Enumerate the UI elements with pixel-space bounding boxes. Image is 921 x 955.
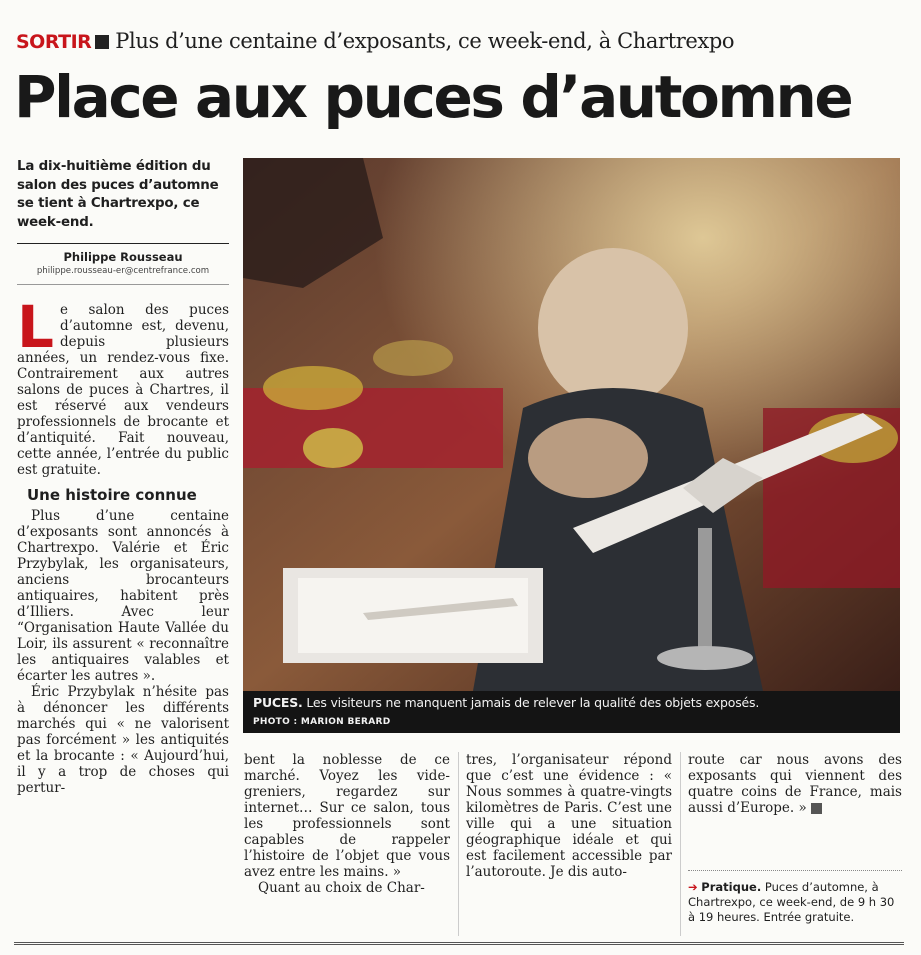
- paragraph: Plus d’une centaine d’exposants sont annoncés à Chartrexpo. Valérie et Éric Przybylak, les organisateurs, anciens brocanteurs antiquaires, habitent près d’Illiers. Avec leur “Organisation Haute Vallée du Loir, ils assurent « reconnaître les antiquaires valables et écarter les autres ».: [17, 508, 229, 684]
- info-divider: [688, 870, 902, 871]
- photo-caption: [243, 691, 900, 733]
- article-photo: [243, 158, 900, 691]
- info-label: Pratique.: [701, 880, 762, 894]
- paragraph: Éric Przybylak n’hésite pas à dénoncer les différents marchés qui « ne valorisent pas forcément » les antiquités et la brocante : « Aujourd’hui, il y a trop de choses qui pertur-: [17, 684, 229, 796]
- subheading: Une histoire connue: [27, 486, 197, 504]
- standfirst: La dix-huitième édition du salon des puces d’automne se tient à Chartrexpo, ce week-end.: [17, 159, 219, 230]
- byline-divider: [17, 243, 229, 244]
- caption-line: [253, 695, 890, 710]
- practical-info: [688, 880, 902, 925]
- author-email[interactable]: philippe.rousseau-er@centrefrance.com: [36, 266, 210, 276]
- paragraph-end: [688, 752, 902, 816]
- paragraph: Quant au choix de Char-: [258, 880, 425, 896]
- paragraph-lead-text: e salon des puces d’automne est, devenu, depuis plusieurs années, un rendez-vous fixe. Contrairement aux autres salons de puces à Chartres, il est réservé aux vendeurs professionnels de brocante et d’antiquité. Fait nouveau, cette année, l’entrée du public est gratuite.: [17, 302, 229, 478]
- caption-text: Les visiteurs ne manquent jamais de relever la qualité des objets exposés.: [306, 695, 760, 710]
- paragraph: tres, l’organisateur répond que c’est une évidence : « Nous sommes à quatre-vingts kilomètres de Paris. C’est une ville qui a une situation géographique idéale et qui est facilement accessible par l’autoroute. Je dis auto-: [466, 752, 672, 880]
- square-bullet-icon: [95, 35, 109, 49]
- column-divider: [458, 752, 459, 936]
- arrow-right-icon: ➔: [688, 880, 698, 894]
- info-text: Puces d’automne, à Chartrexpo, ce week-end, de 9 h 30 à 19 heures. Entrée gratuite.: [688, 880, 895, 924]
- headline: Place aux puces d’automne: [14, 63, 852, 131]
- photo-credit: PHOTO : MARION BERARD: [253, 717, 391, 727]
- paragraph-end-text: route car nous avons des exposants qui viennent des quatre coins de France, mais aussi d’Europe. »: [688, 752, 902, 816]
- kicker-text: Plus d’une centaine d’exposants, ce week-end, à Chartrexpo: [115, 29, 735, 53]
- column-divider: [680, 752, 681, 936]
- article-column-1: [17, 293, 229, 796]
- author-name: Philippe Rousseau: [63, 250, 183, 264]
- caption-label: PUCES.: [253, 695, 303, 710]
- kicker: [16, 28, 734, 54]
- article-column-3: [466, 752, 672, 880]
- article-column-2: [244, 752, 450, 896]
- paragraph-lead: [17, 293, 229, 478]
- end-mark-icon: [811, 803, 822, 814]
- paragraph: bent la noblesse de ce marché. Voyez les vide-greniers, regardez sur internet… Sur ce salon, tous les professionnels sont capables de rappeler l’histoire de l’objet que vous avez entre les mains. »: [244, 752, 450, 880]
- drop-cap: L: [17, 293, 54, 361]
- article-column-4: [688, 752, 902, 816]
- photo-illustration: [243, 158, 900, 691]
- section-label: SORTIR: [16, 31, 92, 53]
- byline-divider-bottom: [17, 284, 229, 285]
- page-bottom-rule: [14, 942, 904, 945]
